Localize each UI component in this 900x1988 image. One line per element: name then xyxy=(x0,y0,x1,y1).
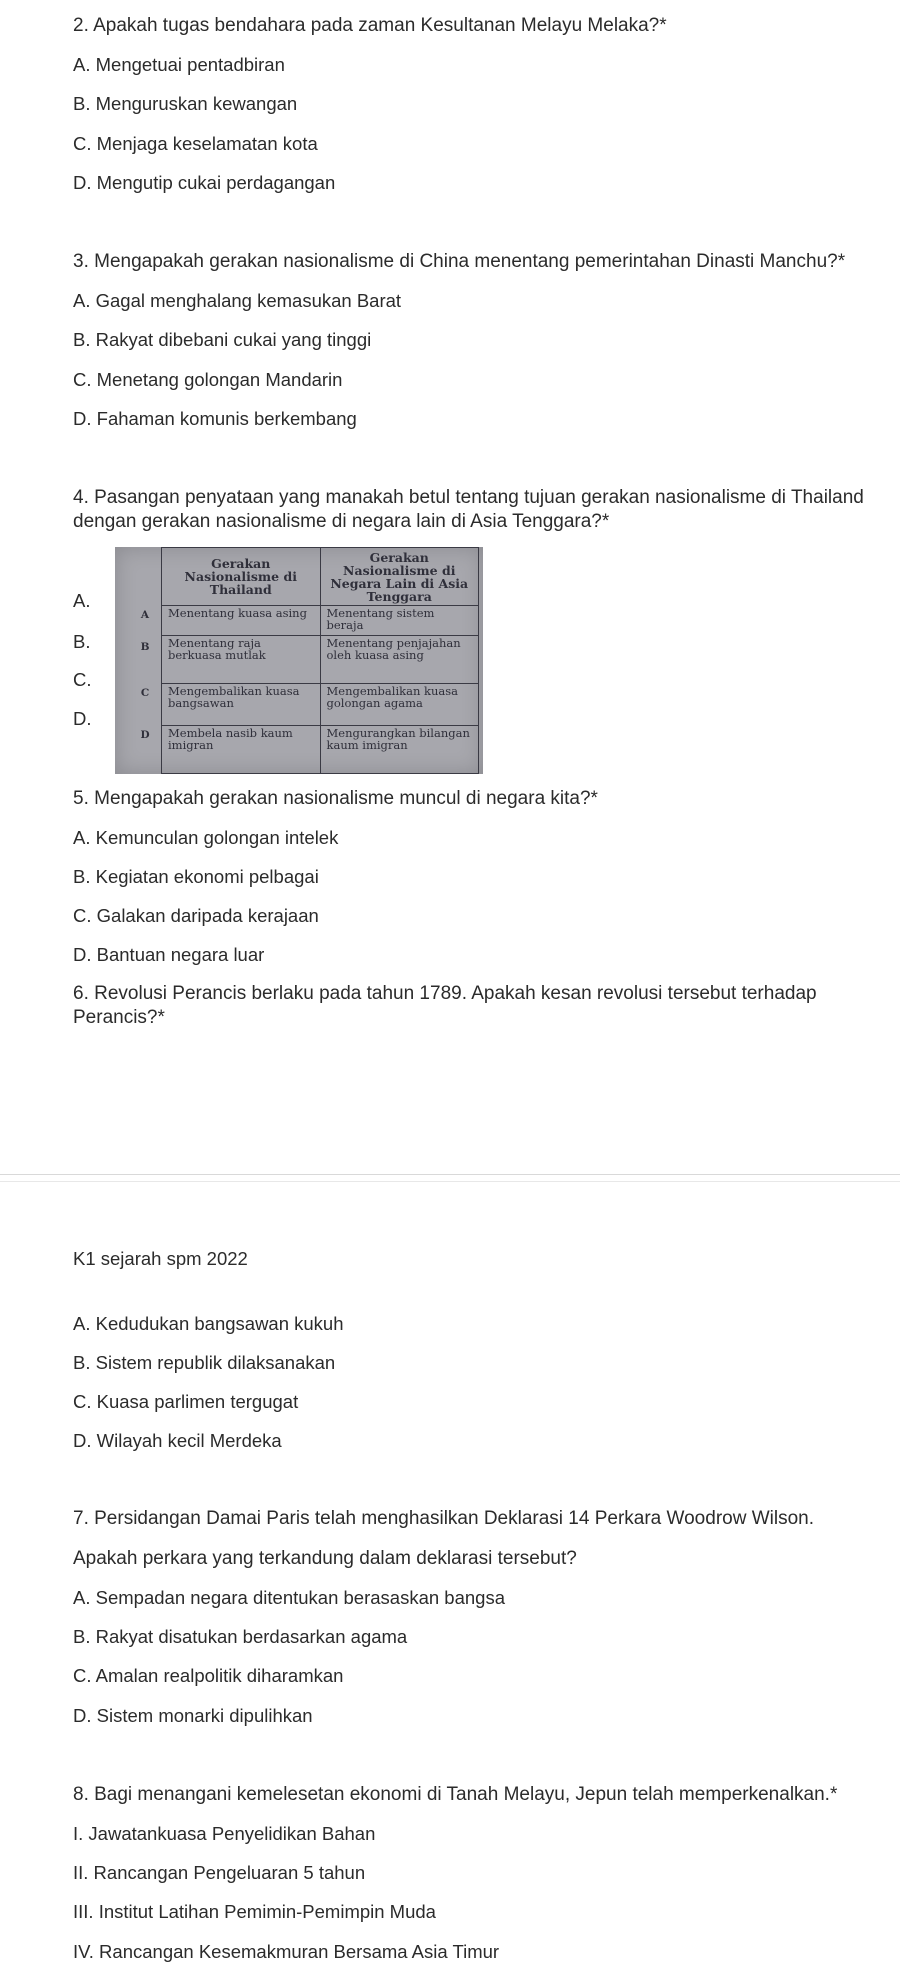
question-6-option-d[interactable]: D. Wilayah kecil Merdeka xyxy=(73,1430,282,1451)
question-7-option-b[interactable]: B. Rakyat disatukan berdasarkan agama xyxy=(73,1626,408,1647)
question-6-text: 6. Revolusi Perancis berlaku pada tahun 1789. Apakah kesan revolusi tersebut terhadap Perancis?* xyxy=(73,983,817,1028)
table-cell-b-left: Menentang raja berkuasa mutlak xyxy=(162,636,321,684)
question-7-option-c[interactable]: C. Amalan realpolitik diharamkan xyxy=(73,1665,344,1686)
table-row-letter-c: C xyxy=(140,687,150,699)
question-5-option-d[interactable]: D. Bantuan negara luar xyxy=(73,944,265,965)
question-5-text: 5. Mengapakah gerakan nasionalisme muncul di negara kita?* xyxy=(73,788,598,809)
question-8-item-2: II. Rancangan Pengeluaran 5 tahun xyxy=(73,1862,366,1883)
question-8-item-3: III. Institut Latihan Pemimin-Pemimpin Muda xyxy=(73,1901,436,1922)
question-3-text: 3. Mengapakah gerakan nasionalisme di China menentang pemerintahan Dinasti Manchu?* xyxy=(73,251,846,272)
question-4-table-photo xyxy=(115,547,483,774)
table-header-other-countries: Gerakan Nasionalisme di Negara Lain di Asia Tenggara xyxy=(320,548,479,606)
question-7-text: 7. Persidangan Damai Paris telah menghasilkan Deklarasi 14 Perkara Woodrow Wilson. xyxy=(73,1508,814,1529)
question-2-text: 2. Apakah tugas bendahara pada zaman Kesultanan Melayu Melaka?* xyxy=(73,15,667,36)
question-4-option-c[interactable]: C. xyxy=(73,669,92,690)
question-8-item-4: IV. Rancangan Kesemakmuran Bersama Asia Timur xyxy=(73,1941,500,1962)
section-divider-inner xyxy=(0,1181,900,1182)
question-6-option-b[interactable]: B. Sistem republik dilaksanakan xyxy=(73,1352,336,1373)
question-7-text-line2: Apakah perkara yang terkandung dalam deklarasi tersebut? xyxy=(73,1548,577,1569)
question-5-option-c[interactable]: C. Galakan daripada kerajaan xyxy=(73,905,319,926)
section-title: K1 sejarah spm 2022 xyxy=(73,1248,248,1269)
question-6-option-a[interactable]: A. Kedudukan bangsawan kukuh xyxy=(73,1313,344,1334)
question-8-item-1: I. Jawatankuasa Penyelidikan Bahan xyxy=(73,1823,376,1844)
question-4-option-d[interactable]: D. xyxy=(73,708,92,729)
table-row-letter-a: A xyxy=(140,609,150,621)
question-3-option-a[interactable]: A. Gagal menghalang kemasukan Barat xyxy=(73,290,402,311)
question-5-option-a[interactable]: A. Kemunculan golongan intelek xyxy=(73,827,339,848)
table-cell-c-right: Mengembalikan kuasa golongan agama xyxy=(320,684,479,726)
question-5-option-b[interactable]: B. Kegiatan ekonomi pelbagai xyxy=(73,866,319,887)
question-3-option-d[interactable]: D. Fahaman komunis berkembang xyxy=(73,408,357,429)
section-divider xyxy=(0,1174,900,1175)
question-4-option-b[interactable]: B. xyxy=(73,631,91,652)
question-7-option-d[interactable]: D. Sistem monarki dipulihkan xyxy=(73,1705,313,1726)
question-2-option-d[interactable]: D. Mengutip cukai perdagangan xyxy=(73,172,336,193)
question-7-option-a[interactable]: A. Sempadan negara ditentukan berasaskan bangsa xyxy=(73,1587,505,1608)
table-header-thailand: Gerakan Nasionalisme di Thailand xyxy=(162,548,321,606)
question-4-option-a[interactable]: A. xyxy=(73,590,91,611)
question-3-option-b[interactable]: B. Rakyat dibebani cukai yang tinggi xyxy=(73,329,372,350)
table-cell-b-right: Menentang penjajahan oleh kuasa asing xyxy=(320,636,479,684)
question-6-option-c[interactable]: C. Kuasa parlimen tergugat xyxy=(73,1391,299,1412)
table-cell-a-right: Menentang sistem beraja xyxy=(320,606,479,636)
table-cell-a-left: Menentang kuasa asing xyxy=(162,606,321,636)
table-cell-d-left: Membela nasib kaum imigran xyxy=(162,726,321,774)
question-2-option-b[interactable]: B. Menguruskan kewangan xyxy=(73,93,298,114)
table-row-letter-b: B xyxy=(140,641,150,653)
question-8-text: 8. Bagi menangani kemelesetan ekonomi di Tanah Melayu, Jepun telah memperkenalkan.* xyxy=(73,1784,838,1805)
question-4-text: 4. Pasangan penyataan yang manakah betul tentang tujuan gerakan nasionalisme di Thailand dengan gerakan nasionalisme di negara lain di Asia Tenggara?* xyxy=(73,487,864,532)
nationalism-comparison-table xyxy=(161,547,479,774)
table-cell-c-left: Mengembalikan kuasa bangsawan xyxy=(162,684,321,726)
question-2-option-c[interactable]: C. Menjaga keselamatan kota xyxy=(73,133,318,154)
table-row-letter-d: D xyxy=(140,729,150,741)
question-3-option-c[interactable]: C. Menetang golongan Mandarin xyxy=(73,369,343,390)
table-cell-d-right: Mengurangkan bilangan kaum imigran xyxy=(320,726,479,774)
question-2-option-a[interactable]: A. Mengetuai pentadbiran xyxy=(73,54,285,75)
